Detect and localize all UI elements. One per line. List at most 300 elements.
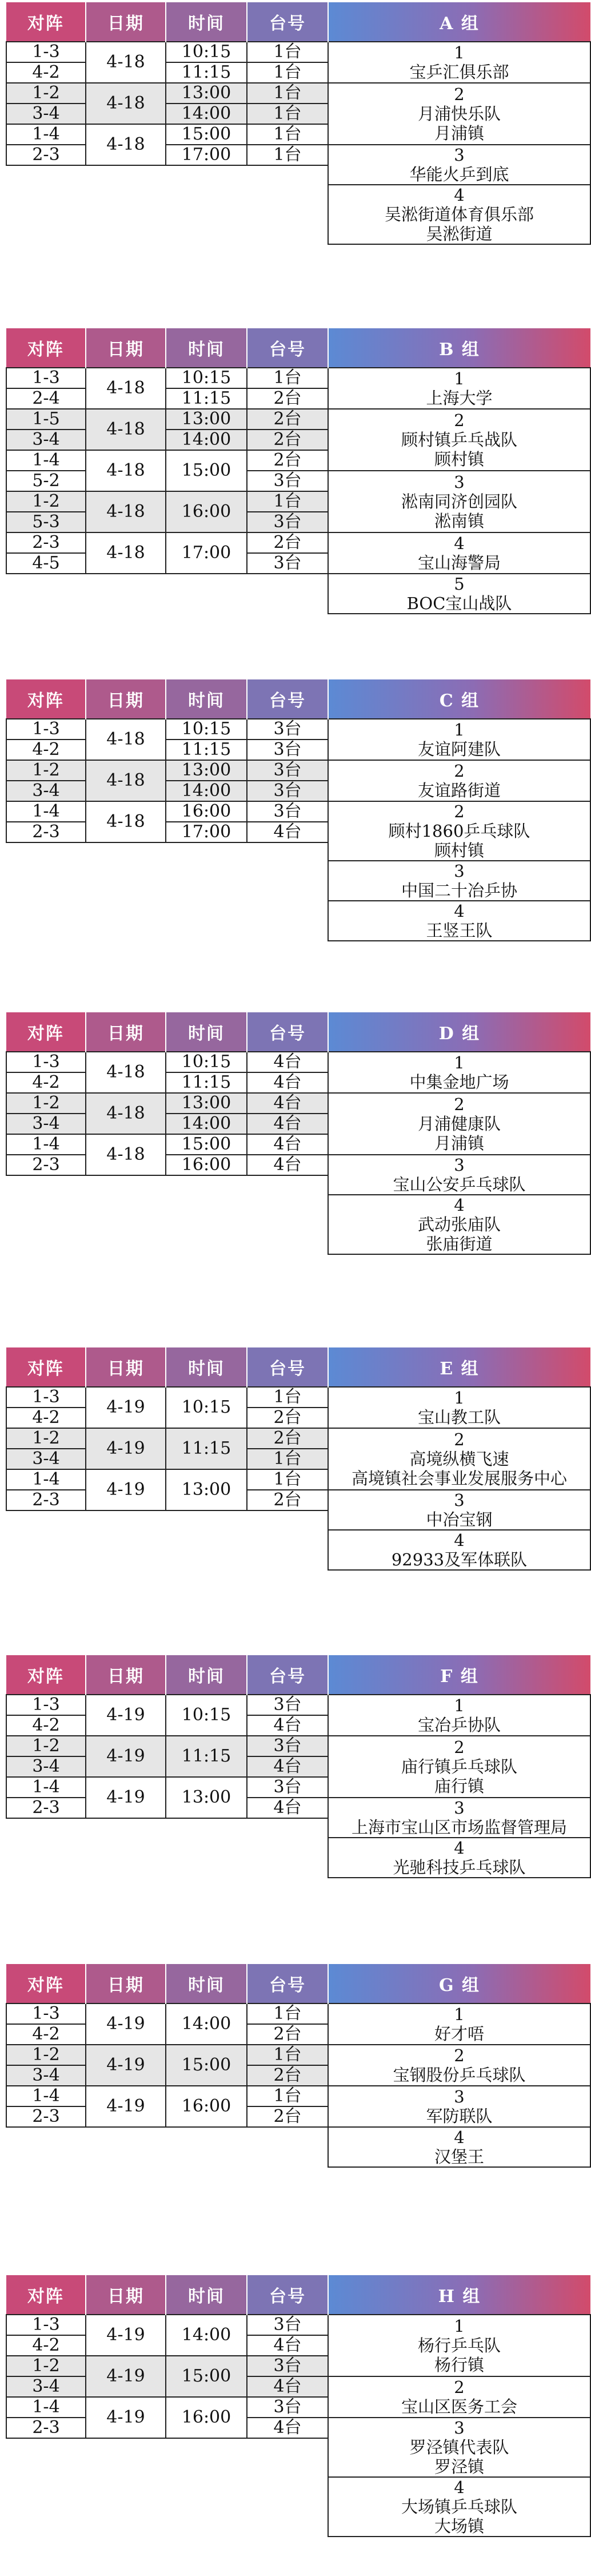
team-name: 吴淞街道 (426, 224, 493, 244)
matchup-cell: 2-3 (6, 1155, 86, 1175)
team-name: 光驰科技乒乓球队 (393, 1858, 526, 1877)
group-schedule-table (6, 1012, 591, 1255)
time-cell: 10:15 (166, 719, 247, 740)
team-name: 武动张庙队 (417, 1215, 501, 1234)
empty-cell (6, 2127, 328, 2167)
header-date: 日期 (86, 1012, 166, 1052)
empty-cell (6, 165, 328, 244)
matchup-cell: 1-3 (6, 42, 86, 62)
time-cell: 16:00 (166, 2397, 247, 2438)
group-h-block (6, 2275, 585, 2537)
table-number-cell: 2台 (247, 2106, 328, 2127)
matchup-cell: 2-3 (6, 145, 86, 165)
table-number-cell: 1台 (247, 42, 328, 62)
date-cell: 4-18 (86, 409, 166, 450)
team-name: 友谊阿建队 (417, 740, 501, 759)
group-title: C 组 (328, 679, 590, 719)
empty-cell (6, 1175, 328, 1254)
time-cell: 14:00 (166, 104, 247, 124)
team-seed-number: 1 (454, 1696, 465, 1715)
empty-cell (6, 574, 328, 614)
matchup-cell: 4-2 (6, 1408, 86, 1428)
team-name: 92933及军体联队 (391, 1550, 528, 1569)
team-cell (328, 1387, 590, 1428)
empty-cell (6, 2438, 328, 2537)
team-seed-number: 3 (454, 2087, 465, 2106)
team-cell (328, 1490, 590, 1530)
header-time: 时间 (166, 1012, 247, 1052)
time-cell: 13:00 (166, 1469, 247, 1510)
group-schedule-table (6, 2275, 591, 2537)
header-row (6, 1655, 590, 1695)
team-seed-number: 1 (454, 369, 465, 388)
team-name: 宝乒汇俱乐部 (409, 62, 509, 82)
time-cell: 11:15 (166, 388, 247, 409)
time-cell: 14:00 (166, 781, 247, 801)
table-number-cell: 3台 (247, 781, 328, 801)
team-cell (328, 901, 590, 941)
team-seed-number: 4 (454, 2128, 465, 2147)
date-cell: 4-18 (86, 124, 166, 165)
matchup-cell: 1-4 (6, 1777, 86, 1798)
date-cell: 4-19 (86, 2045, 166, 2086)
date-cell: 4-18 (86, 760, 166, 801)
table-number-cell: 1台 (247, 368, 328, 388)
team-seed-number: 1 (454, 720, 465, 740)
time-cell: 14:00 (166, 1114, 247, 1134)
header-table-no: 台号 (247, 328, 328, 368)
team-name: BOC宝山战队 (406, 594, 512, 613)
group-schedule-table (6, 1347, 591, 1571)
header-table-no: 台号 (247, 679, 328, 719)
team-seed-number: 2 (454, 85, 465, 104)
header-table-no: 台号 (247, 2275, 328, 2315)
table-number-cell: 3台 (247, 2315, 328, 2335)
team-name: 宝冶乒协队 (417, 1715, 501, 1735)
table-number-cell: 4台 (247, 2418, 328, 2438)
group-c-block (6, 679, 585, 941)
team-cell (328, 801, 590, 861)
team-cell (328, 1838, 590, 1878)
time-cell: 14:00 (166, 2003, 247, 2045)
matchup-cell: 1-2 (6, 83, 86, 104)
matchup-cell: 3-4 (6, 2065, 86, 2086)
table-number-cell: 1台 (247, 1387, 328, 1408)
matchup-cell: 1-3 (6, 1052, 86, 1072)
table-number-cell: 4台 (247, 1114, 328, 1134)
team-cell (328, 2003, 590, 2045)
time-cell: 13:00 (166, 409, 247, 430)
header-date: 日期 (86, 679, 166, 719)
header-date: 日期 (86, 2, 166, 42)
team-cell (328, 719, 590, 760)
date-cell: 4-19 (86, 1469, 166, 1510)
group-title: G 组 (328, 1964, 590, 2003)
date-cell: 4-18 (86, 719, 166, 760)
table-row (6, 2086, 590, 2106)
table-number-cell: 4台 (247, 1155, 328, 1175)
table-number-cell: 2台 (247, 388, 328, 409)
team-name: 军防联队 (426, 2106, 493, 2126)
matchup-cell: 3-4 (6, 1114, 86, 1134)
table-number-cell: 4台 (247, 1134, 328, 1155)
team-seed-number: 1 (454, 2316, 465, 2336)
team-seed-number: 3 (454, 1490, 465, 1510)
date-cell: 4-18 (86, 83, 166, 124)
team-seed-number: 2 (454, 411, 465, 430)
date-cell: 4-19 (86, 1387, 166, 1428)
matchup-cell: 1-4 (6, 801, 86, 822)
header-date: 日期 (86, 1964, 166, 2003)
header-matchup: 对阵 (6, 1347, 86, 1387)
table-row (6, 1387, 590, 1408)
team-cell (328, 145, 590, 185)
table-number-cell: 1台 (247, 491, 328, 512)
date-cell: 4-18 (86, 1052, 166, 1093)
team-name: 顾村镇乒乓战队 (401, 430, 517, 450)
time-cell: 11:15 (166, 1072, 247, 1093)
date-cell: 4-19 (86, 2356, 166, 2397)
table-number-cell: 3台 (247, 1695, 328, 1715)
matchup-cell: 1-4 (6, 1469, 86, 1490)
team-seed-number: 4 (454, 534, 465, 553)
team-seed-number: 2 (454, 1738, 465, 1757)
table-number-cell: 1台 (247, 1449, 328, 1469)
header-row (6, 1964, 590, 2003)
team-seed-number: 4 (454, 1531, 465, 1550)
team-seed-number: 2 (454, 2046, 465, 2065)
team-cell (328, 574, 590, 614)
team-seed-number: 1 (454, 1053, 465, 1072)
team-cell (328, 1530, 590, 1570)
matchup-cell: 2-3 (6, 2106, 86, 2127)
header-date: 日期 (86, 1655, 166, 1695)
table-number-cell: 3台 (247, 801, 328, 822)
matchup-cell: 1-4 (6, 2397, 86, 2418)
matchup-cell: 5-2 (6, 471, 86, 491)
time-cell: 13:00 (166, 1777, 247, 1818)
team-seed-number: 2 (454, 761, 465, 781)
table-row (6, 2045, 590, 2065)
matchup-cell: 1-2 (6, 491, 86, 512)
header-table-no: 台号 (247, 1964, 328, 2003)
time-cell: 15:00 (166, 2356, 247, 2397)
group-title: B 组 (328, 328, 590, 368)
team-name: 好才唔 (434, 2024, 484, 2044)
table-number-cell: 1台 (247, 1469, 328, 1490)
empty-cell (6, 842, 328, 941)
team-name: 顾村镇 (434, 841, 484, 860)
table-number-cell: 1台 (247, 2045, 328, 2065)
date-cell: 4-18 (86, 532, 166, 574)
team-name: 吴淞街道体育俱乐部 (384, 205, 534, 224)
team-cell (328, 2315, 590, 2376)
header-row (6, 2, 590, 42)
table-row (6, 409, 590, 430)
team-cell (328, 1798, 590, 1838)
team-cell (328, 471, 590, 532)
group-f-block (6, 1655, 585, 1878)
date-cell: 4-18 (86, 801, 166, 842)
table-number-cell: 4台 (247, 1093, 328, 1114)
time-cell: 16:00 (166, 1155, 247, 1175)
team-name: 华能火乒到底 (409, 165, 509, 184)
date-cell: 4-18 (86, 1134, 166, 1175)
date-cell: 4-18 (86, 450, 166, 491)
team-cell (328, 42, 590, 83)
date-cell: 4-18 (86, 42, 166, 83)
team-name: 月浦快乐队 (417, 104, 501, 124)
table-row (6, 801, 590, 822)
table-number-cell: 4台 (247, 1715, 328, 1736)
time-cell: 13:00 (166, 1093, 247, 1114)
table-number-cell: 2台 (247, 430, 328, 450)
team-name: 宝钢股份乒乓球队 (393, 2065, 526, 2085)
header-table-no: 台号 (247, 1012, 328, 1052)
matchup-cell: 2-3 (6, 1490, 86, 1510)
team-name: 中冶宝钢 (426, 1510, 493, 1529)
matchup-cell: 3-4 (6, 781, 86, 801)
table-number-cell: 4台 (247, 2335, 328, 2356)
matchup-cell: 4-2 (6, 2024, 86, 2045)
header-matchup: 对阵 (6, 1012, 86, 1052)
team-name: 宝山教工队 (417, 1408, 501, 1427)
matchup-cell: 1-2 (6, 1736, 86, 1756)
matchup-cell: 1-3 (6, 2315, 86, 2335)
team-cell (328, 532, 590, 574)
group-b-block (6, 328, 585, 614)
table-number-cell: 2台 (247, 1408, 328, 1428)
table-number-cell: 4台 (247, 1798, 328, 1818)
team-name: 淞南同济创园队 (401, 492, 517, 511)
time-cell: 16:00 (166, 2086, 247, 2127)
team-name: 庙行镇 (434, 1776, 484, 1796)
team-name: 友谊路街道 (417, 781, 501, 800)
team-cell (328, 861, 590, 901)
table-number-cell: 4台 (247, 2376, 328, 2397)
header-matchup: 对阵 (6, 2, 86, 42)
time-cell: 14:00 (166, 2315, 247, 2356)
time-cell: 17:00 (166, 532, 247, 574)
team-seed-number: 3 (454, 1798, 465, 1818)
team-name: 月浦健康队 (417, 1114, 501, 1134)
group-schedule-table (6, 1964, 591, 2168)
team-name: 顾村镇 (434, 450, 484, 469)
group-schedule-table (6, 679, 591, 941)
time-cell: 16:00 (166, 491, 247, 532)
table-number-cell: 2台 (247, 2024, 328, 2045)
header-row (6, 1347, 590, 1387)
team-seed-number: 4 (454, 185, 465, 205)
time-cell: 16:00 (166, 801, 247, 822)
team-seed-number: 3 (454, 1155, 465, 1175)
group-title: D 组 (328, 1012, 590, 1052)
team-name: 上海大学 (426, 388, 493, 408)
table-row (6, 42, 590, 62)
table-row (6, 2315, 590, 2335)
group-e-block (6, 1347, 585, 1571)
matchup-cell: 1-2 (6, 2356, 86, 2376)
header-row (6, 1012, 590, 1052)
table-number-cell: 3台 (247, 1736, 328, 1756)
header-table-no: 台号 (247, 1347, 328, 1387)
matchup-cell: 1-4 (6, 2086, 86, 2106)
header-row (6, 2275, 590, 2315)
team-name: 月浦镇 (434, 124, 484, 143)
header-matchup: 对阵 (6, 2275, 86, 2315)
table-number-cell: 2台 (247, 409, 328, 430)
team-seed-number: 1 (454, 1388, 465, 1408)
matchup-cell: 1-3 (6, 1695, 86, 1715)
header-table-no: 台号 (247, 2, 328, 42)
team-name: 月浦镇 (434, 1134, 484, 1153)
matchup-cell: 1-2 (6, 1093, 86, 1114)
header-matchup: 对阵 (6, 679, 86, 719)
time-cell: 17:00 (166, 145, 247, 165)
team-seed-number: 5 (454, 574, 465, 594)
matchup-cell: 1-4 (6, 1134, 86, 1155)
table-row (6, 1695, 590, 1715)
table-number-cell: 2台 (247, 450, 328, 471)
team-name: 宝山海警局 (417, 553, 501, 573)
team-seed-number: 3 (454, 145, 465, 165)
team-seed-number: 2 (454, 802, 465, 821)
matchup-cell: 2-3 (6, 532, 86, 553)
time-cell: 10:15 (166, 42, 247, 62)
time-cell: 15:00 (166, 450, 247, 491)
team-seed-number: 1 (454, 2005, 465, 2024)
header-time: 时间 (166, 2, 247, 42)
matchup-cell: 3-4 (6, 104, 86, 124)
team-seed-number: 2 (454, 2378, 465, 2397)
matchup-cell: 4-2 (6, 1072, 86, 1093)
team-name: 中集金地广场 (409, 1072, 509, 1092)
matchup-cell: 1-2 (6, 2045, 86, 2065)
team-name: 汉堡王 (434, 2147, 484, 2166)
team-cell (328, 1093, 590, 1155)
table-number-cell: 1台 (247, 62, 328, 83)
matchup-cell: 3-4 (6, 2376, 86, 2397)
header-time: 时间 (166, 1347, 247, 1387)
matchup-cell: 1-2 (6, 760, 86, 781)
team-name: 罗泾镇 (434, 2457, 484, 2476)
date-cell: 4-19 (86, 2397, 166, 2438)
team-name: 王竖王队 (426, 921, 493, 940)
table-row (6, 532, 590, 553)
table-number-cell: 3台 (247, 471, 328, 491)
table-row (6, 719, 590, 740)
team-cell (328, 409, 590, 471)
matchup-cell: 1-3 (6, 2003, 86, 2024)
team-cell (328, 760, 590, 801)
matchup-cell: 4-2 (6, 62, 86, 83)
header-row (6, 679, 590, 719)
matchup-cell: 4-2 (6, 2335, 86, 2356)
matchup-cell: 4-2 (6, 1715, 86, 1736)
matchup-cell: 2-3 (6, 1798, 86, 1818)
time-cell: 13:00 (166, 83, 247, 104)
date-cell: 4-18 (86, 491, 166, 532)
team-name: 高境镇社会事业发展服务中心 (351, 1469, 567, 1488)
team-cell (328, 368, 590, 409)
team-cell (328, 185, 590, 244)
team-seed-number: 3 (454, 2418, 465, 2438)
table-number-cell: 4台 (247, 822, 328, 842)
table-number-cell: 3台 (247, 553, 328, 574)
matchup-cell: 3-4 (6, 1756, 86, 1777)
team-seed-number: 3 (454, 861, 465, 881)
team-seed-number: 4 (454, 901, 465, 921)
team-seed-number: 2 (454, 1095, 465, 1114)
team-cell (328, 2045, 590, 2086)
team-name: 大场镇 (434, 2517, 484, 2536)
header-date: 日期 (86, 2275, 166, 2315)
table-number-cell: 1台 (247, 145, 328, 165)
matchup-cell: 1-4 (6, 450, 86, 471)
matchup-cell: 3-4 (6, 1449, 86, 1469)
header-time: 时间 (166, 1655, 247, 1695)
table-number-cell: 4台 (247, 1052, 328, 1072)
table-row (6, 1093, 590, 1114)
group-a-block (6, 2, 585, 245)
table-number-cell: 2台 (247, 532, 328, 553)
header-time: 时间 (166, 679, 247, 719)
table-number-cell: 3台 (247, 740, 328, 760)
header-row (6, 328, 590, 368)
time-cell: 10:15 (166, 1387, 247, 1428)
table-number-cell: 3台 (247, 719, 328, 740)
table-number-cell: 4台 (247, 1756, 328, 1777)
header-date: 日期 (86, 328, 166, 368)
header-matchup: 对阵 (6, 1964, 86, 2003)
table-number-cell: 1台 (247, 2086, 328, 2106)
table-row (6, 368, 590, 388)
team-name: 杨行镇 (434, 2355, 484, 2375)
time-cell: 15:00 (166, 1134, 247, 1155)
table-number-cell: 1台 (247, 2003, 328, 2024)
group-g-block (6, 1964, 585, 2168)
team-cell (328, 2086, 590, 2127)
time-cell: 15:00 (166, 2045, 247, 2086)
time-cell: 10:15 (166, 368, 247, 388)
table-row (6, 1428, 590, 1449)
matchup-cell: 1-3 (6, 719, 86, 740)
matchup-cell: 1-3 (6, 368, 86, 388)
date-cell: 4-19 (86, 1428, 166, 1469)
matchup-cell: 2-3 (6, 822, 86, 842)
time-cell: 13:00 (166, 760, 247, 781)
table-row (6, 1052, 590, 1072)
time-cell: 17:00 (166, 822, 247, 842)
table-number-cell: 1台 (247, 83, 328, 104)
team-seed-number: 2 (454, 1430, 465, 1449)
team-name: 高境纵横飞速 (409, 1449, 509, 1469)
group-schedule-table (6, 328, 591, 614)
team-name: 罗泾镇代表队 (409, 2438, 509, 2457)
date-cell: 4-19 (86, 1695, 166, 1736)
team-name: 中国二十冶乒协 (401, 881, 517, 900)
date-cell: 4-19 (86, 2086, 166, 2127)
team-name: 宝山区医务工会 (401, 2397, 517, 2416)
date-cell: 4-19 (86, 2003, 166, 2045)
group-schedule-table (6, 2, 591, 245)
team-name: 张庙街道 (426, 1234, 493, 1254)
group-title: F 组 (328, 1655, 590, 1695)
team-cell (328, 2418, 590, 2477)
table-number-cell: 3台 (247, 512, 328, 532)
time-cell: 11:15 (166, 1428, 247, 1469)
team-cell (328, 83, 590, 145)
